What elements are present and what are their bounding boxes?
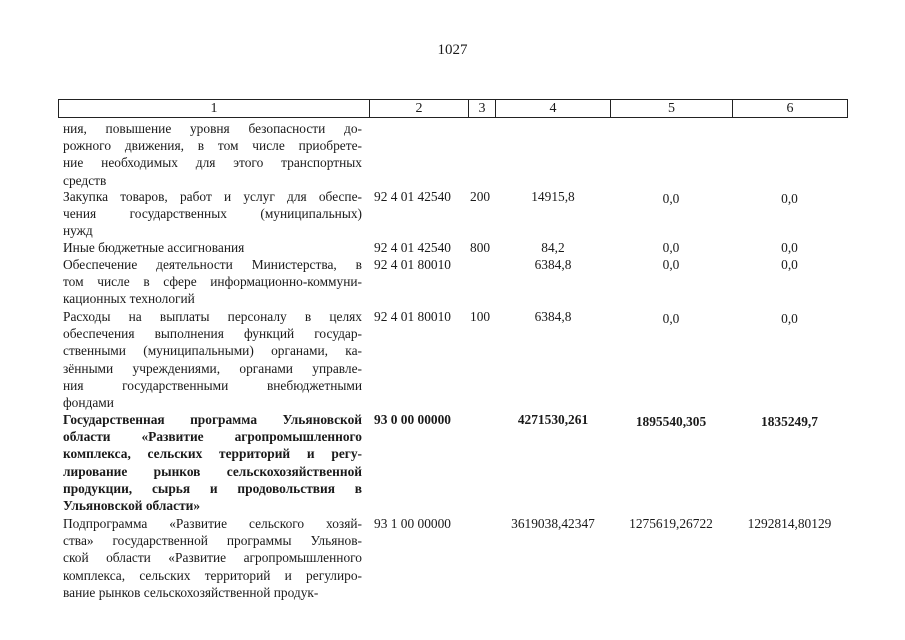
row-name-line: обеспечения выполнения функций государ-	[63, 326, 362, 342]
row-name-line: Ульяновской области»	[63, 497, 201, 513]
row-value-col6: 0,0	[781, 240, 798, 255]
row-value-col4: 4271530,261	[517, 412, 589, 427]
row-value-col4: 84,2	[541, 240, 565, 255]
row-value-col6: 1835249,7	[761, 414, 818, 429]
row-name-line: области «Развитие агропромышленного	[63, 429, 362, 445]
row-code: 93 1 00 00000	[374, 516, 451, 531]
row-name-line: продукции, сырья и продовольствия в	[63, 480, 362, 496]
row-code: 92 4 01 42540	[374, 240, 451, 255]
row-value-col4: 14915,8	[531, 189, 575, 204]
header-col-6: 6	[786, 101, 794, 116]
row-name-line: Подпрограмма «Развитие сельского хозяй-	[63, 516, 362, 531]
row-name-line: фондами	[63, 394, 114, 410]
row-name-line: зёнными учреждениями, органами управле-	[63, 360, 362, 376]
row-value-col5: 0,0	[662, 257, 680, 272]
row-name	[63, 256, 362, 308]
row-value-col4: 6384,8	[534, 257, 572, 272]
row-name-line: рожного движения, в том числе приобрете-	[63, 138, 362, 154]
row-value-col6: 0,0	[781, 311, 798, 326]
row-code: 92 4 01 80010	[374, 309, 451, 324]
row-name-line: вание рынков сельскохозяйственной продук-	[63, 584, 319, 600]
row-value-col5: 0,0	[662, 240, 680, 255]
row-vr: 200	[470, 189, 491, 204]
row-name-line: ства» государственной программы Ульянов-	[63, 533, 362, 549]
row-value-col6: 0,0	[781, 191, 798, 206]
row-name	[63, 308, 362, 411]
row-value-col5: 0,0	[662, 311, 680, 326]
row-name	[63, 515, 362, 601]
row-name-line: лирование рынков сельскохозяйственной	[63, 463, 362, 479]
row-code: 92 4 01 42540	[374, 189, 451, 204]
page-number: 1027	[437, 42, 468, 58]
row-name	[63, 120, 362, 189]
row-name-line: ния, повышение уровня безопасности до-	[63, 121, 362, 136]
row-value-col6: 1292814,80129	[747, 516, 832, 531]
row-name-line: комплекса, сельских территорий и регу-	[63, 446, 362, 462]
row-code: 92 4 01 80010	[374, 257, 451, 272]
row-name	[63, 188, 362, 240]
row-name-line: Расходы на выплаты персоналу в целях	[63, 309, 362, 324]
row-value-col5: 1895540,305	[635, 414, 707, 429]
row-name-line: Государственная программа Ульяновской	[63, 412, 362, 427]
row-name-line: средств	[63, 172, 107, 188]
row-value-col4: 6384,8	[534, 309, 572, 324]
header-col-2: 2	[370, 100, 469, 117]
row-value-col5: 0,0	[662, 191, 680, 206]
row-name-line: комплекса, сельских территорий и регулиро-	[63, 567, 362, 583]
row-name-line: нужд	[63, 223, 93, 239]
row-name-line: кационных технологий	[63, 291, 195, 307]
row-code: 93 0 00 00000	[374, 412, 451, 427]
row-name-line: ния государственными внебюджетными	[63, 377, 362, 393]
row-name-line: ственными (муниципальными) органами, ка-	[63, 343, 362, 359]
row-value-col5: 1275619,26722	[629, 516, 713, 531]
row-value-col6: 0,0	[781, 257, 798, 272]
row-name-line: Обеспечение деятельности Министерства, в	[63, 257, 362, 272]
row-name-line: чения государственных (муниципальных)	[63, 206, 362, 222]
row-name-line: ской области «Развитие агропромышленного	[63, 550, 362, 566]
row-name	[63, 239, 362, 256]
header-col-4: 4	[496, 100, 611, 117]
header-col-3: 3	[469, 100, 496, 117]
header-col-1: 1	[59, 100, 370, 117]
row-name-line: том числе в сфере информационно-коммуни-	[63, 274, 362, 290]
table-header	[58, 99, 848, 118]
row-value-col4: 3619038,42347	[511, 516, 595, 531]
row-name-line: ние необходимых для этого транспортных	[63, 155, 362, 171]
row-vr: 100	[470, 309, 491, 324]
row-name-line: Иные бюджетные ассигнования	[63, 240, 245, 255]
row-name-line: Закупка товаров, работ и услуг для обеспе-	[63, 189, 362, 204]
row-vr: 800	[470, 240, 491, 255]
header-col-5: 5	[611, 100, 733, 117]
row-name	[63, 411, 362, 514]
